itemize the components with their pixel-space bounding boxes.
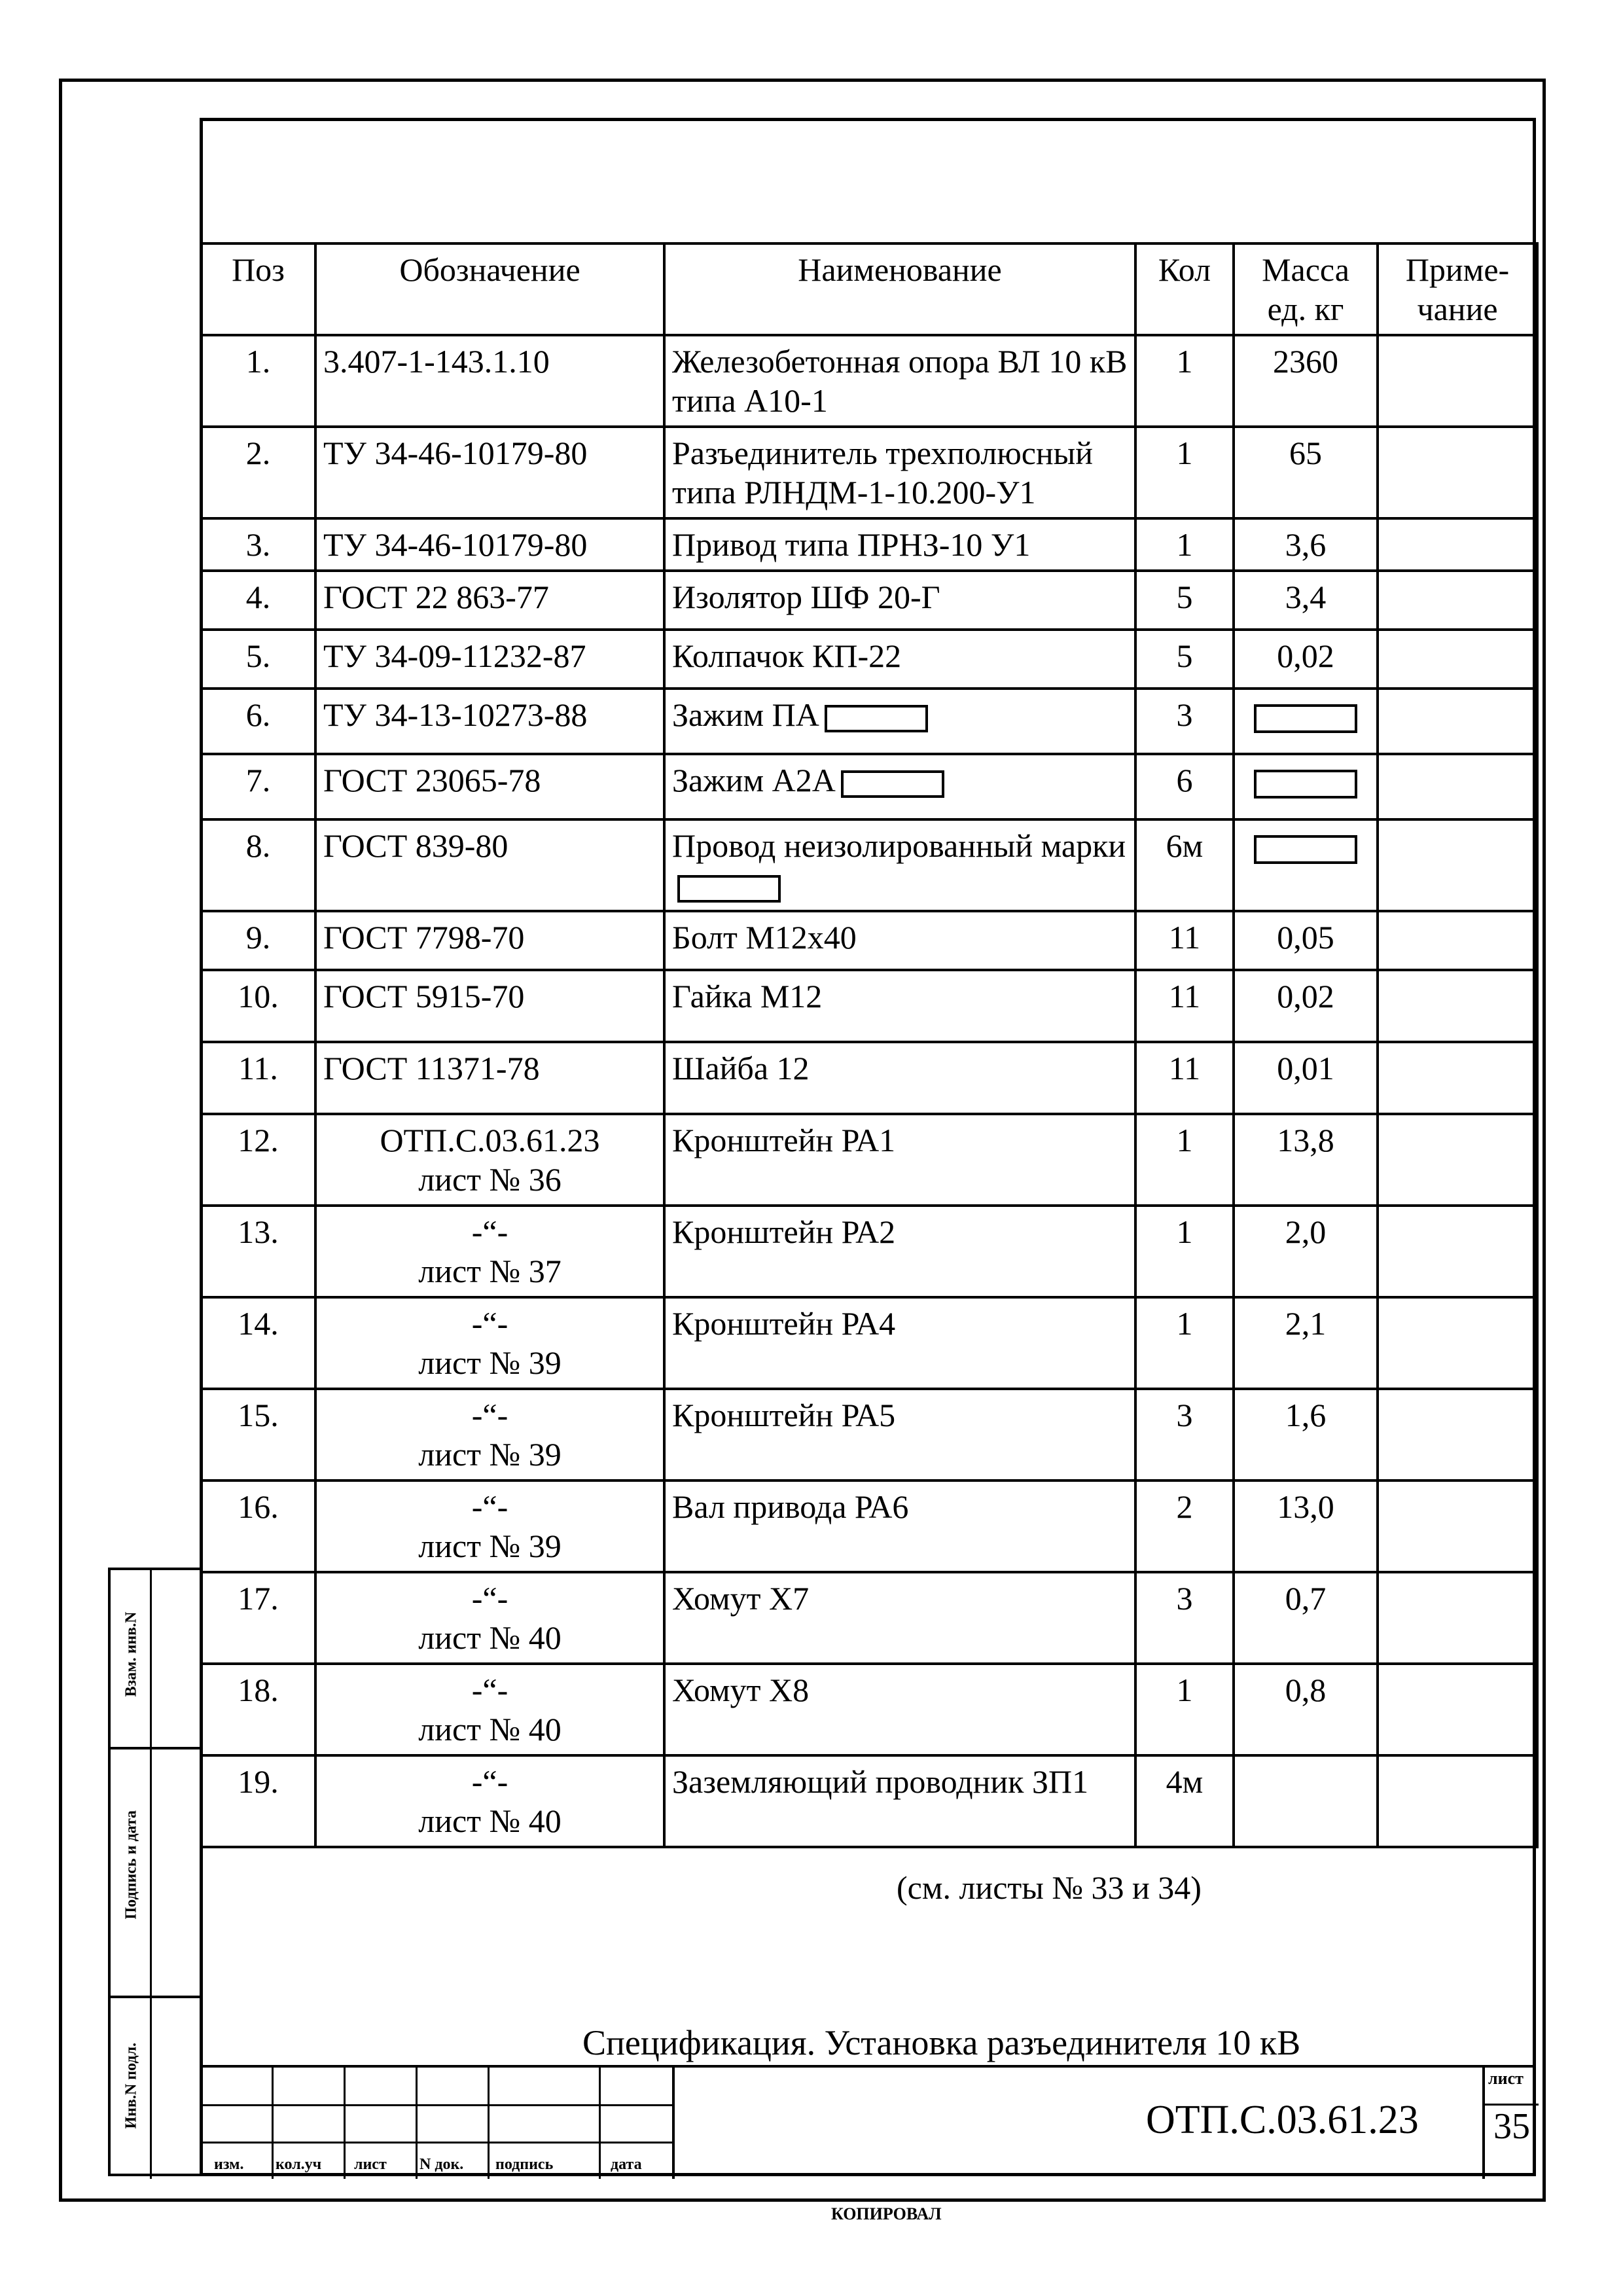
cell-qty: 1 <box>1135 427 1234 518</box>
cell-mass: 65 <box>1234 427 1378 518</box>
item-name: Кронштейн РА5 <box>672 1397 896 1433</box>
sheet-number: 35 <box>1485 2104 1539 2147</box>
table-row <box>201 1042 1537 1114</box>
designation-text: -“- <box>471 1305 508 1342</box>
item-name: Привод типа ПРНЗ-10 У1 <box>672 526 1031 563</box>
cell-designation: ГОСТ 11371-78 <box>315 1042 664 1114</box>
cell-name <box>664 427 1135 518</box>
cell-designation <box>315 1114 664 1206</box>
cell-designation <box>315 1389 664 1480</box>
cell-pos: 8. <box>201 819 315 911</box>
stamp-label-podpis: подпись <box>495 2156 554 2173</box>
revision-grid-line <box>200 2104 672 2106</box>
cell-name <box>664 1664 1135 1755</box>
cell-designation <box>315 1206 664 1297</box>
blank-mass-box <box>1254 704 1357 733</box>
cell-qty: 11 <box>1135 970 1234 1042</box>
cell-name <box>664 689 1135 754</box>
designation-text: -“- <box>471 1397 508 1433</box>
table-row <box>201 1572 1537 1664</box>
cell-mass <box>1234 754 1378 819</box>
title-block <box>200 2065 1536 2179</box>
cell-name <box>664 1206 1135 1297</box>
cell-qty: 3 <box>1135 1572 1234 1664</box>
cell-name <box>664 1572 1135 1664</box>
item-name: Зажим ПА <box>672 696 819 733</box>
cell-name <box>664 1297 1135 1389</box>
table-row <box>201 1664 1537 1755</box>
blank-field-box <box>825 705 928 732</box>
cell-qty: 4м <box>1135 1755 1234 1847</box>
stamp-label-kol-uch: кол.уч <box>276 2156 322 2173</box>
cell-note <box>1378 1042 1537 1114</box>
designation-text: -“- <box>471 1488 508 1525</box>
designation-text: -“- <box>471 1763 508 1800</box>
stamp-label-n-dok: N док. <box>419 2156 464 2173</box>
table-row <box>201 819 1537 911</box>
cell-note <box>1378 335 1537 427</box>
item-name: Хомут Х7 <box>672 1580 810 1617</box>
item-name: Железобетонная опора ВЛ 10 кВ типа А10-1 <box>672 343 1128 419</box>
cell-note <box>1378 1755 1537 1847</box>
copied-label: КОПИРОВАЛ <box>831 2204 942 2223</box>
cell-pos: 19. <box>201 1755 315 1847</box>
cell-note <box>1378 911 1537 970</box>
document-code: ОТП.С.03.61.23 <box>1146 2098 1419 2142</box>
cell-note <box>1378 819 1537 911</box>
sheet-reference: лист № 40 <box>418 1711 562 1748</box>
cell-mass: 0,01 <box>1234 1042 1378 1114</box>
cell-name <box>664 819 1135 911</box>
sheet-reference: лист № 40 <box>418 1619 562 1656</box>
cell-note <box>1378 1572 1537 1664</box>
cell-mass: 0,02 <box>1234 970 1378 1042</box>
cell-mass: 13,8 <box>1234 1114 1378 1206</box>
cell-pos: 4. <box>201 571 315 630</box>
cell-note <box>1378 1389 1537 1480</box>
item-name: Изолятор ШФ 20-Г <box>672 579 940 615</box>
cell-qty: 1 <box>1135 1664 1234 1755</box>
revision-grid-line <box>200 2142 672 2144</box>
cell-mass: 2,1 <box>1234 1297 1378 1389</box>
item-name: Болт М12х40 <box>672 919 857 956</box>
cell-designation <box>315 1480 664 1572</box>
stamp-label-data: дата <box>611 2156 642 2173</box>
blank-field-box <box>677 875 781 903</box>
sheet-reference: лист № 40 <box>418 1803 562 1839</box>
item-name: Кронштейн РА2 <box>672 1213 896 1250</box>
side-label-inv-replace: Взам. инв.N <box>122 1611 140 1697</box>
sheet-reference: лист № 37 <box>418 1253 562 1289</box>
side-stamp-divider <box>111 1996 202 1998</box>
side-stamp-divider <box>111 1747 202 1749</box>
cell-note <box>1378 518 1537 571</box>
item-name: Заземляющий проводник ЗП1 <box>672 1763 1089 1800</box>
table-row <box>201 571 1537 630</box>
header-mass-line1: Масса <box>1262 251 1349 288</box>
cell-qty: 6м <box>1135 819 1234 911</box>
cell-name <box>664 754 1135 819</box>
item-name: Кронштейн РА1 <box>672 1122 896 1158</box>
table-row <box>201 911 1537 970</box>
cell-name <box>664 1755 1135 1847</box>
cell-qty: 11 <box>1135 1042 1234 1114</box>
cell-mass: 2,0 <box>1234 1206 1378 1297</box>
cell-mass <box>1234 689 1378 754</box>
blank-mass-box <box>1254 770 1357 798</box>
cell-pos: 6. <box>201 689 315 754</box>
cell-qty: 5 <box>1135 571 1234 630</box>
cell-pos: 16. <box>201 1480 315 1572</box>
sheet-reference: лист № 39 <box>418 1528 562 1564</box>
cell-mass: 2360 <box>1234 335 1378 427</box>
item-name: Колпачок КП-22 <box>672 637 902 674</box>
cell-note <box>1378 1206 1537 1297</box>
cell-note <box>1378 1297 1537 1389</box>
cell-name <box>664 335 1135 427</box>
cell-name <box>664 571 1135 630</box>
blank-field-box <box>841 770 944 798</box>
cell-mass: 1,6 <box>1234 1389 1378 1480</box>
side-stamp-divider <box>150 1570 152 2179</box>
cell-designation: ТУ 34-46-10179-80 <box>315 518 664 571</box>
cell-note <box>1378 427 1537 518</box>
cell-pos: 12. <box>201 1114 315 1206</box>
designation-text: ОТП.С.03.61.23 <box>380 1122 600 1158</box>
cell-pos: 11. <box>201 1042 315 1114</box>
item-name: Вал привода РА6 <box>672 1488 909 1525</box>
cell-pos: 3. <box>201 518 315 571</box>
header-qty: Кол <box>1135 243 1234 335</box>
cell-name <box>664 1389 1135 1480</box>
cell-qty: 1 <box>1135 1297 1234 1389</box>
item-name: Гайка М12 <box>672 978 823 1014</box>
sheet-reference: лист № 39 <box>418 1436 562 1473</box>
cell-pos: 14. <box>201 1297 315 1389</box>
cell-pos: 15. <box>201 1389 315 1480</box>
header-designation: Обозначение <box>315 243 664 335</box>
cell-note <box>1378 1664 1537 1755</box>
header-note-line1: Приме- <box>1405 251 1510 288</box>
revision-grid-line <box>416 2068 418 2179</box>
cell-pos: 1. <box>201 335 315 427</box>
cell-qty: 2 <box>1135 1480 1234 1572</box>
revision-grid-line <box>272 2068 274 2179</box>
table-row <box>201 1114 1537 1206</box>
side-label-inv-orig: Инв.N подл. <box>122 2042 140 2129</box>
cell-note <box>1378 630 1537 689</box>
cell-designation <box>315 1755 664 1847</box>
cell-name <box>664 911 1135 970</box>
table-header-row <box>201 243 1537 335</box>
cell-designation: ТУ 34-13-10273-88 <box>315 689 664 754</box>
cell-qty: 1 <box>1135 335 1234 427</box>
cell-qty: 1 <box>1135 1206 1234 1297</box>
side-stamp <box>108 1568 200 2176</box>
cell-qty: 5 <box>1135 630 1234 689</box>
cell-designation: ГОСТ 5915-70 <box>315 970 664 1042</box>
cell-qty: 1 <box>1135 1114 1234 1206</box>
designation-text: -“- <box>471 1213 508 1250</box>
header-mass <box>1234 243 1378 335</box>
cell-pos: 2. <box>201 427 315 518</box>
cell-name <box>664 630 1135 689</box>
document-code-cell <box>672 2068 1623 2179</box>
cell-designation <box>315 1664 664 1755</box>
cell-note <box>1378 689 1537 754</box>
cell-note <box>1378 571 1537 630</box>
revision-grid <box>200 2068 672 2179</box>
specification-table <box>200 242 1539 1848</box>
cell-name <box>664 518 1135 571</box>
table-row <box>201 970 1537 1042</box>
table-body <box>201 335 1537 1847</box>
side-label-sign-date: Подпись и дата <box>122 1810 140 1920</box>
cell-qty: 1 <box>1135 518 1234 571</box>
cell-name <box>664 1114 1135 1206</box>
table-row <box>201 518 1537 571</box>
stamp-label-list: лист <box>354 2156 387 2173</box>
cell-designation: ТУ 34-46-10179-80 <box>315 427 664 518</box>
revision-grid-line <box>599 2068 601 2179</box>
cell-designation: ГОСТ 839-80 <box>315 819 664 911</box>
cell-pos: 18. <box>201 1664 315 1755</box>
table-row <box>201 1206 1537 1297</box>
cell-designation <box>315 1572 664 1664</box>
item-name: Разъединитель трехполюсный типа РЛНДМ-1-10.200-У1 <box>672 435 1093 511</box>
cell-qty: 3 <box>1135 689 1234 754</box>
revision-grid-line <box>488 2068 490 2179</box>
cell-qty: 11 <box>1135 911 1234 970</box>
cell-mass <box>1234 1755 1378 1847</box>
cell-mass <box>1234 819 1378 911</box>
cell-mass: 0,7 <box>1234 1572 1378 1664</box>
cell-qty: 3 <box>1135 1389 1234 1480</box>
item-name: Зажим А2А <box>672 762 836 798</box>
table-row <box>201 1480 1537 1572</box>
header-note-line2: чание <box>1417 291 1498 327</box>
stamp-label-izm: изм. <box>214 2156 244 2173</box>
designation-text: -“- <box>471 1672 508 1708</box>
cell-name <box>664 1480 1135 1572</box>
item-name: Провод неизолированный марки <box>672 827 1126 864</box>
blank-mass-box <box>1254 835 1357 864</box>
sheet-reference: лист № 36 <box>418 1161 562 1198</box>
cell-note <box>1378 1114 1537 1206</box>
cell-name <box>664 970 1135 1042</box>
cell-pos: 5. <box>201 630 315 689</box>
table-row <box>201 1389 1537 1480</box>
cell-designation: 3.407-1-143.1.10 <box>315 335 664 427</box>
table-row <box>201 335 1537 427</box>
document-title: Спецификация. Установка разъединителя 10 кВ <box>582 2023 1301 2062</box>
table-row <box>201 1755 1537 1847</box>
header-pos: Поз <box>201 243 315 335</box>
cell-note <box>1378 970 1537 1042</box>
header-note <box>1378 243 1537 335</box>
table-row <box>201 427 1537 518</box>
sheet-label: лист <box>1488 2069 1524 2088</box>
cell-mass: 0,05 <box>1234 911 1378 970</box>
cell-mass: 0,02 <box>1234 630 1378 689</box>
item-name: Хомут Х8 <box>672 1672 810 1708</box>
table-row <box>201 754 1537 819</box>
cell-pos: 9. <box>201 911 315 970</box>
item-name: Кронштейн РА4 <box>672 1305 896 1342</box>
revision-grid-line <box>344 2068 346 2179</box>
cell-mass: 0,8 <box>1234 1664 1378 1755</box>
cell-mass: 13,0 <box>1234 1480 1378 1572</box>
header-mass-line2: ед. кг <box>1267 291 1344 327</box>
sheet-reference: лист № 39 <box>418 1344 562 1381</box>
cell-pos: 7. <box>201 754 315 819</box>
designation-text: -“- <box>471 1580 508 1617</box>
item-name: Шайба 12 <box>672 1050 810 1086</box>
cell-mass: 3,4 <box>1234 571 1378 630</box>
cell-designation: ГОСТ 7798-70 <box>315 911 664 970</box>
cell-pos: 17. <box>201 1572 315 1664</box>
cell-mass: 3,6 <box>1234 518 1378 571</box>
table-row <box>201 689 1537 754</box>
cell-designation: ГОСТ 23065-78 <box>315 754 664 819</box>
cell-designation: ГОСТ 22 863-77 <box>315 571 664 630</box>
cell-designation <box>315 1297 664 1389</box>
cell-qty: 6 <box>1135 754 1234 819</box>
cell-pos: 10. <box>201 970 315 1042</box>
header-name: Наименование <box>664 243 1135 335</box>
cell-note <box>1378 754 1537 819</box>
cell-pos: 13. <box>201 1206 315 1297</box>
sheet-cell <box>1482 2068 1539 2179</box>
cell-note <box>1378 1480 1537 1572</box>
cell-name <box>664 1042 1135 1114</box>
table-row <box>201 1297 1537 1389</box>
table-row <box>201 630 1537 689</box>
reference-note: (см. листы № 33 и 34) <box>897 1869 1202 1906</box>
cell-designation: ТУ 34-09-11232-87 <box>315 630 664 689</box>
